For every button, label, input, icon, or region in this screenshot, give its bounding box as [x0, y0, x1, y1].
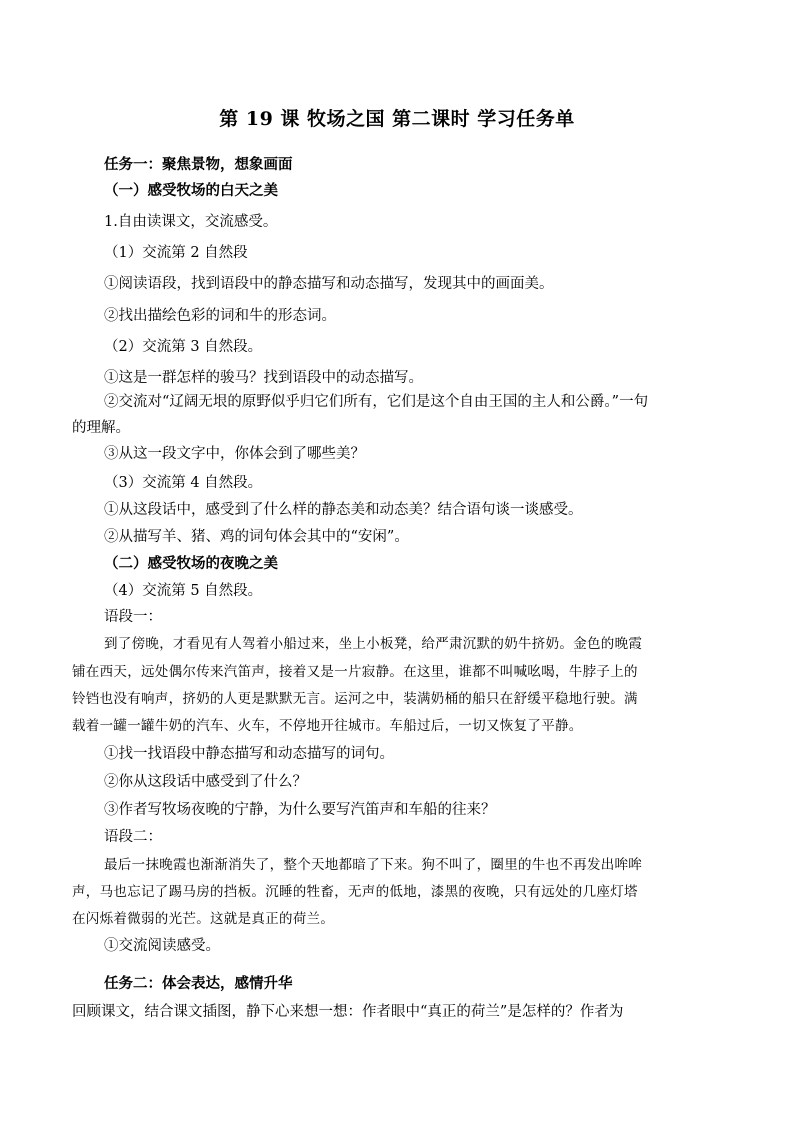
p1-q1: ①找一找语段中静态描写和动态描写的词句。: [104, 746, 394, 762]
page-title: 第 19 课 牧场之国 第二课时 学习任务单: [219, 108, 575, 130]
p2-q1: ①交流阅读感受。: [104, 938, 220, 954]
sub2-q1: ①这是一群怎样的骏马？找到语段中的动态描写。: [104, 370, 423, 386]
sub2-q2-line1: ②交流对“辽阔无垠的原野似乎归它们所有，它们是这个自由王国的主人和公爵。”一句: [104, 394, 649, 410]
passage2-line3: 在闪烁着微弱的光芒。这就是真正的荷兰。: [72, 911, 335, 927]
passage1-line4: 载着一罐一罐牛奶的汽车、火车，不停地开往城市。车船过后，一切又恢复了平静。: [72, 718, 583, 734]
section2-heading: （二）感受牧场的夜晚之美: [104, 555, 278, 572]
sub1-q2: ②找出描绘色彩的词和牛的形态词。: [104, 308, 336, 324]
sub1-q1: ①阅读语段，找到语段中的静态描写和动态描写，发现其中的画面美。: [104, 276, 554, 292]
sub2: （2）交流第 3 自然段。: [104, 339, 263, 355]
sub3-q2: ②从描写羊、猪、鸡的词句体会其中的“安闲”。: [104, 529, 409, 545]
task1-heading: 任务一：聚焦景物，想象画面: [104, 156, 293, 173]
sub3-q1: ①从这段话中，感受到了什么样的静态美和动态美？结合语句谈一谈感受。: [104, 502, 583, 518]
task2-line1: 回顾课文，结合课文插图，静下心来想一想：作者眼中“真正的荷兰”是怎样的？作者为: [72, 1004, 624, 1020]
section1-heading: （一）感受牧场的白天之美: [104, 182, 278, 199]
passage1-line3: 铃铛也没有响声，挤奶的人更是默默无言。运河之中，装满奶桶的船只在舒缓平稳地行驶。满: [72, 691, 638, 707]
sub3: （3）交流第 4 自然段。: [104, 475, 263, 491]
p1-q2: ②你从这段话中感受到了什么？: [104, 774, 307, 790]
sub2-q2-line2: 的理解。: [72, 420, 130, 436]
item1: 1.自由读课文，交流感受。: [104, 214, 278, 230]
p1-q3: ③作者写牧场夜晚的宁静，为什么要写汽笛声和车船的往来？: [104, 802, 496, 818]
passage1-line1: 到了傍晚，才看见有人驾着小船过来，坐上小板凳，给严肃沉默的奶牛挤奶。金色的晚霞: [104, 636, 643, 652]
task2-heading: 任务二：体会表达，感情升华: [104, 975, 293, 992]
passage2-label: 语段二：: [104, 829, 162, 845]
sub2-q3: ③从这一段文字中，你体会到了哪些美？: [104, 446, 365, 462]
passage1-label: 语段一：: [104, 609, 162, 625]
passage2-line2: 声，马也忘记了踢马房的挡板。沉睡的牲畜，无声的低地，漆黑的夜晚，只有远处的几座灯塔: [72, 884, 638, 900]
passage2-line1: 最后一抹晚霞也渐渐消失了，整个天地都暗了下来。狗不叫了，圈里的牛也不再发出哞哞: [104, 857, 643, 873]
sub4: （4）交流第 5 自然段。: [104, 583, 263, 599]
sub1: （1）交流第 2 自然段: [104, 245, 248, 261]
passage1-line2: 铺在西天，远处偶尔传来汽笛声，接着又是一片寂静。在这里，谁都不叫喊吆喝，牛脖子上的: [72, 664, 638, 680]
